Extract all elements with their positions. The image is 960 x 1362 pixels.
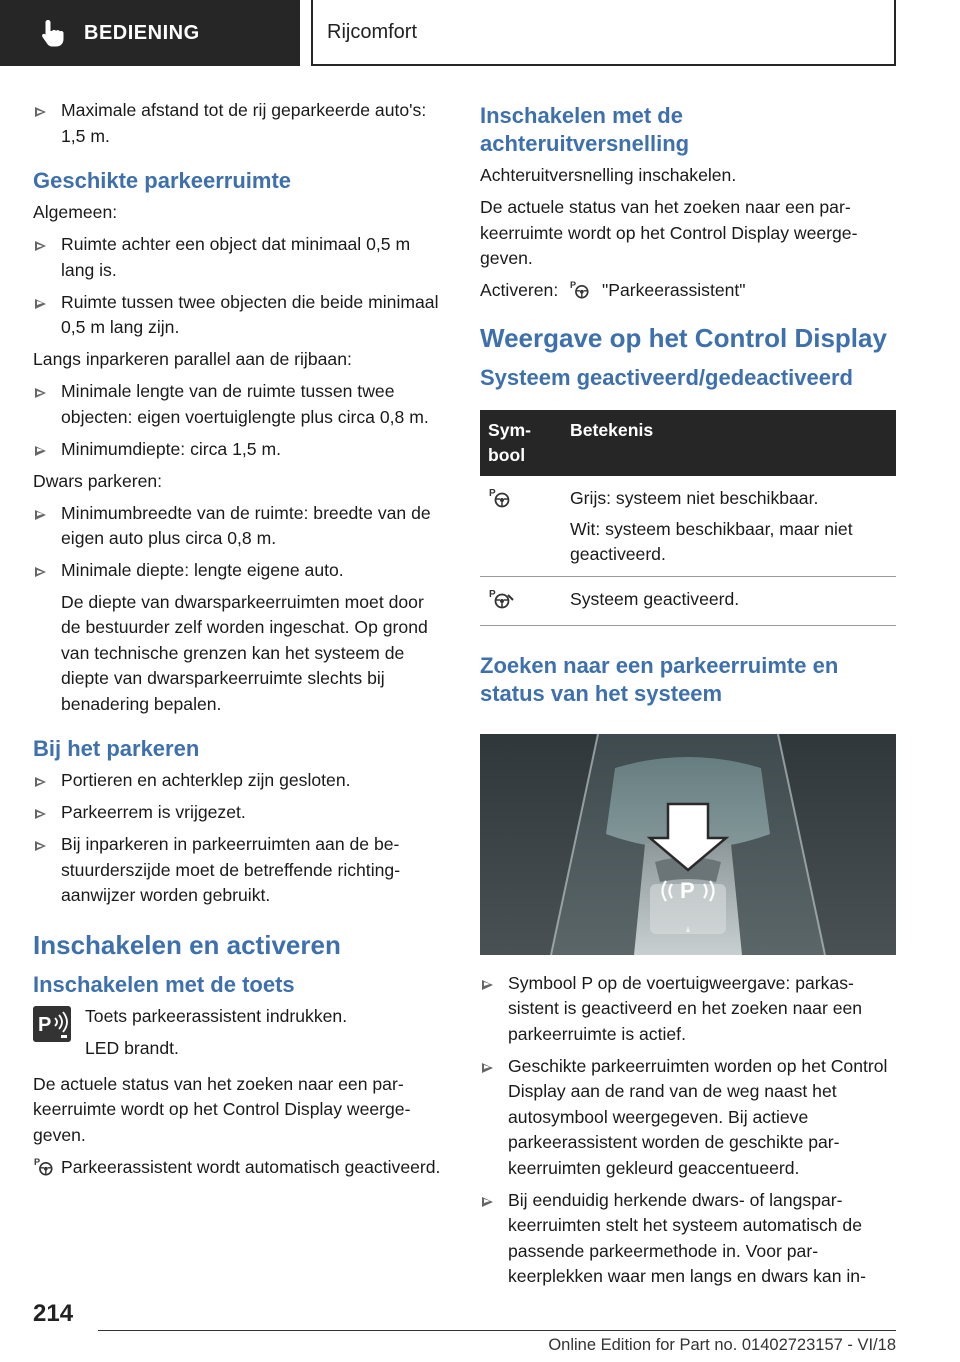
table-cell-meaning: Systeem geactiveerd. [562,576,896,625]
paragraph: Dwars parkeren: [33,470,163,491]
list-item: Ruimte achter een object dat minimaal 0,5 m lang is. [33,232,445,283]
heading-geschikte-parkeerruimte: Geschikte parkeerruimte [33,168,292,193]
table-header-symbool: Symbool [480,410,562,476]
list-item: Minimale lengte van de ruimte tussen twee objecten: eigen voertuiglengte plus circa 0,8 m. [33,379,445,430]
list-item: Portieren en achterklep zijn gesloten. [33,768,445,794]
table-cell-symbol [480,576,562,625]
park-assist-active-icon [488,587,514,609]
left-column [33,98,445,1187]
list-item: Symbool P op de voertuigweergave: parkassistent is geactiveerd en het zoeken naar een parkeerruimte is actief. [480,971,896,1048]
list-item-subtext: De diepte van dwarsparkeerruimten moet door de bestuurder zelf worden ingeschat. Op grond van technische grenzen kan het systeem de diepte van dwarsparkeerruimte slechts bij benadering bepalen. [61,591,428,714]
list-item: Geschikte parkeerruimten worden op het Control Display aan de rand van de weg naast het autosymbool weergegeven. Bij actieve parkeerassistent worden de geschikte parkeerruimten gekleurd geaccentueerd. [480,1054,896,1182]
table-cell-symbol [480,476,562,577]
heading-inschakelen-met-de-toets: Inschakelen met de toets [33,971,295,997]
meaning-text: Wit: systeem beschikbaar, maar niet geactiveerd. [570,518,853,564]
park-assist-icon [488,486,512,508]
paragraph: Achteruitversnelling inschakelen. [480,165,737,185]
list-item: Maximale afstand tot de rij geparkeerde auto's: 1,5 m. [33,98,445,149]
hand-pointer-icon [40,18,66,48]
meaning-text: Grijs: systeem niet beschikbaar. [570,487,819,508]
list-item: Bij inparkeren in parkeerruimten aan de bestuurderszijde moet de betreffende richtingaanwijzer worden gebruikt. [33,832,445,909]
activeren-label: Activeren: [480,280,559,300]
list-item: Parkeerrem is vrijgezet. [33,800,445,826]
page-number: 214 [33,1300,74,1327]
paragraph: Algemeen: [33,202,118,222]
list-item: Bij eenduidig herkende dwars- of langsparkeerruimten stelt het systeem automatisch de passende parkeermethode in. Voor parkeerplekken waar men langs en dwars kan in- [480,1188,896,1290]
symbol-table [480,410,896,626]
heading-bij-het-parkeren: Bij het parkeren [33,736,200,761]
svg-text:P: P [38,1013,52,1036]
chapter-box [311,0,896,66]
park-assist-icon [33,1156,55,1176]
paragraph: LED brandt. [85,1037,179,1058]
table-header-row [480,410,896,476]
park-assist-button-icon [33,1006,71,1042]
list-item: Minimumbreedte van de ruimte: breedte van de eigen auto plus circa 0,8 m. [33,501,445,552]
control-display-illustration [480,734,896,955]
paragraph-text: Parkeerassistent wordt automatisch geactiveerd. [61,1156,441,1177]
list-item-text: Minimale diepte: lengte eigene auto. [61,560,344,580]
heading-achteruitversnelling: Inschakelen met de achteruitversnelling [480,103,690,156]
paragraph: Toets parkeerassistent indrukken. [85,1005,348,1026]
activeren-value: "Parkeerassistent" [602,280,746,300]
paragraph: De actuele status van het zoeken naar een parkeerruimte wordt op het Control Display weergegeven. [480,197,858,268]
section-tab [0,0,300,66]
chapter-title: Rijcomfort [327,20,418,43]
figure-p-label: P [680,877,695,903]
list-item: Minimumdiepte: circa 1,5 m. [33,437,445,463]
table-cell-meaning [562,476,896,577]
toets-instructie [33,1004,445,1064]
footer-divider [98,1330,896,1331]
heading-weergave: Weergave op het Control Display [480,322,887,353]
right-column [480,98,896,1296]
list-item: Ruimte tussen twee objecten die beide minimaal 0,5 m lang zijn. [33,290,445,341]
heading-systeem: Systeem geactiveerd/gedeactiveerd [480,364,853,390]
table-row [480,576,896,625]
park-assist-icon [569,279,591,299]
table-header-betekenis: Betekenis [562,410,896,476]
table-row [480,476,896,577]
section-title: BEDIENING [84,21,200,44]
paragraph [33,1155,445,1181]
list-item [33,558,445,717]
paragraph [480,278,896,304]
heading-zoeken: Zoeken naar een parkeerruimte en status van het systeem [480,652,839,706]
edition-info: Online Edition for Part no. 01402723157 - VI/18 [548,1336,896,1354]
paragraph: Langs inparkeren parallel aan de rijbaan: [33,349,352,369]
paragraph: De actuele status van het zoeken naar een parkeerruimte wordt op het Control Display weergegeven. [33,1073,411,1145]
page-header [0,0,960,66]
vehicle-display-graphic [480,734,896,955]
heading-inschakelen-en-activeren: Inschakelen en activeren [33,929,341,960]
